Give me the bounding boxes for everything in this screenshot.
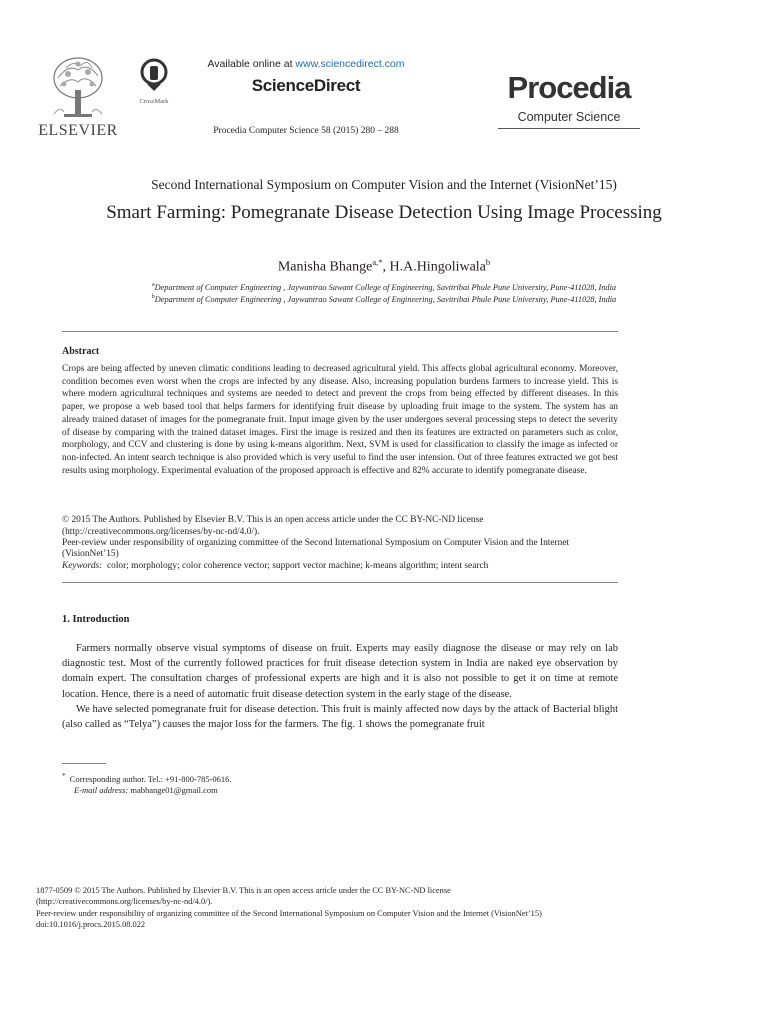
peer-review-notice: Peer-review under responsibility of organizing committee of the Second International Symposium on Computer Vision and the Internet (VisionNet’15)	[62, 538, 570, 560]
author-name: Manisha Bhange	[277, 259, 373, 275]
procedia-subtitle: Computer Science	[517, 110, 621, 124]
affiliation-mark: b	[151, 294, 155, 300]
sciencedirect-wordmark: ScienceDirect	[251, 76, 361, 95]
author-affiliation-mark: a,*	[372, 257, 383, 267]
introduction-body	[62, 641, 618, 732]
footnote-marker: *	[62, 772, 66, 780]
affiliation-a	[62, 282, 706, 292]
crossmark-label: CrossMark	[139, 98, 169, 105]
available-prefix: Available online at	[207, 58, 296, 70]
paper-title: Smart Farming: Pomegranate Disease Detection Using Image Processing	[106, 202, 662, 223]
footer-issn-line: 1877-0509 © 2015 The Authors. Published by Elsevier B.V. This is an open access article under the CC BY-NC-ND license	[36, 886, 451, 895]
footer-doi[interactable]: doi:10.1016/j.procs.2015.08.022	[36, 919, 146, 929]
copyright-notice: © 2015 The Authors. Published by Elsevier B.V. This is an open access article under the CC BY-NC-ND license	[62, 515, 484, 525]
email-label: E-mail address:	[74, 785, 129, 795]
affiliation-mark: a	[151, 282, 155, 288]
keywords-list: color; morphology; color coherence vector; support vector machine; k-means algorithm; intent search	[106, 561, 489, 571]
author-affiliation-mark: b	[485, 257, 491, 267]
authors-line	[40, 257, 728, 276]
procedia-logo: Procedia	[507, 70, 631, 105]
intro-paragraph: We have selected pomegranate fruit for disease detection. This fruit is mainly affected now days by the attack of Bacterial blight (also called as “Telya”) causes the major loss for the farmers. The fig. 1 shows the pomegranate fruit	[62, 703, 618, 731]
elsevier-tree-icon	[50, 56, 106, 120]
email-value[interactable]: mabhange01@gmail.com	[130, 785, 218, 795]
introduction-heading: 1. Introduction	[62, 614, 130, 625]
top-rule	[62, 331, 618, 332]
elsevier-wordmark: ELSEVIER	[38, 122, 118, 139]
author-name: H.A.Hingoliwala	[389, 259, 486, 275]
corresponding-text: Corresponding author. Tel.: +91-800-785-0616.	[69, 773, 232, 784]
footer-block	[36, 885, 676, 930]
abstract-heading: Abstract	[62, 346, 100, 357]
journal-reference: Procedia Computer Science 58 (2015) 280 – 288	[213, 126, 399, 136]
abstract-text: Crops are being affected by uneven climatic conditions leading to decreased agricultural yield. This affects global agricultural economy. Moreover, condition becomes even worst when the crops are infected by any disease. Also, increasing population burdens farmers to increase yield. This is where modern agricultural techniques and systems are needed to detect and prevent the crops from being effected by different diseases. In this paper, we propose a web based tool that helps farmers for identifying fruit disease by uploading fruit image to the system. The system has an already trained dataset of images for the pomegranate fruit. Input image given by the user undergoes several processing steps to detect the severity of disease by comparing with the trained dataset images. First the image is resized and then its features are extracted on parameters such as color, morphology, and CCV and clustering is done by using k-means algorithm. Next, SVM is used for classification to classify the image as infected or non-infected. An intent search technique is also provided which is very useful to find the user intension. Out of three features extracted we got best results using morphology. Experimental evaluation of the proposed approach is effective and 82% accurate to identify pomegranate disease.	[62, 364, 618, 476]
intro-paragraph: Farmers normally observe visual symptoms of disease on fruit. Experts may easily diagnose the disease or may rely on lab diagnostic test. Most of the currently followed practices for fruit disease detection system in India are naked eye observation by domain expert. The consultation charges of professional experts are high and it is also not possible to get it on time at remote location. Hence, there is a need of automatic fruit disease detection system in the early stage of the disease.	[62, 643, 618, 700]
bottom-rule	[62, 582, 618, 583]
affiliation-text: Department of Computer Engineering , Jaywantrao Sawant College of Engineering, Savitribai Phule Pune University, Pune-411028, India	[154, 294, 617, 304]
keywords-label: Keywords:	[62, 561, 103, 571]
conference-name: Second International Symposium on Computer Vision and the Internet (VisionNet’15)	[151, 177, 617, 192]
affiliation-b	[62, 294, 706, 304]
footer-license-link[interactable]: (http://creativecommons.org/licenses/by-nc-nd/4.0/).	[36, 897, 213, 907]
license-link[interactable]: (http://creativecommons.org/licenses/by-nc-nd/4.0/).	[62, 527, 260, 537]
author-email	[74, 785, 218, 795]
footnote-rule	[62, 763, 106, 764]
elsevier-logo	[36, 56, 120, 144]
author-separator: ,	[382, 259, 390, 275]
available-online	[196, 58, 416, 70]
crossmark-badge[interactable]	[132, 58, 176, 108]
affiliation-text: Department of Computer Engineering , Jaywantrao Sawant College of Engineering, Savitribai Phule Pune University, Pune-411028, India	[154, 282, 617, 292]
crossmark-icon	[140, 58, 168, 92]
sciencedirect-link[interactable]: www.sciencedirect.com	[295, 58, 405, 70]
procedia-divider	[498, 128, 640, 129]
footer-peer-review: Peer-review under responsibility of organizing committee of the Second International Symposium on Computer Vision and the Internet (VisionNet’15)	[36, 908, 542, 918]
corresponding-author	[62, 772, 232, 784]
keywords-line	[62, 561, 618, 572]
